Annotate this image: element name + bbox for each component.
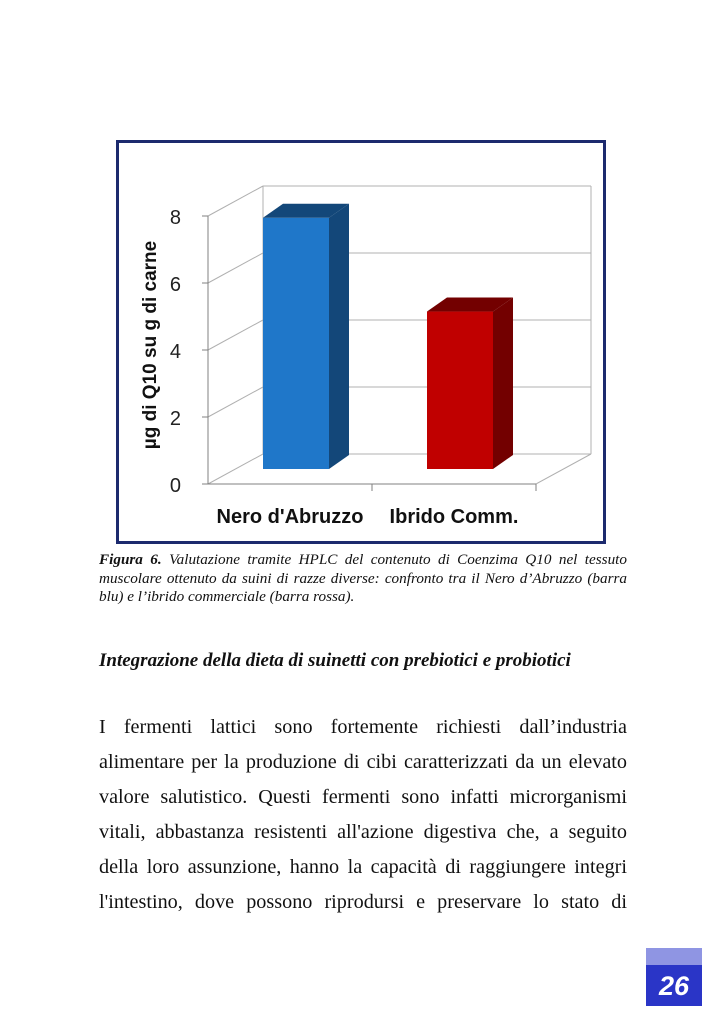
body-line: della loro assunzione, hanno la capacità di raggiungere integri — [99, 856, 627, 878]
page-number-badge — [646, 948, 702, 1006]
y-tick-label: 6 — [169, 274, 181, 296]
body-line: l'intestino, dove possono riprodursi e preservare lo stato di — [99, 891, 627, 913]
caption-line: Valutazione tramite HPLC del contenuto di Coenzima Q10 nel — [169, 551, 578, 568]
section-heading: Integrazione della dieta di suinetti con prebiotici e probiotici — [99, 650, 571, 671]
chart-frame — [116, 140, 606, 544]
gridline-side — [208, 387, 263, 417]
figure-label: Figura 6. — [99, 551, 162, 568]
y-tick-label: 8 — [169, 207, 181, 229]
page-number: 26 — [658, 971, 690, 1001]
figure-caption — [99, 551, 627, 607]
caption-line: d’Abruzzo (barra blu) e l’ibrido commerciale (barra rossa). — [99, 569, 627, 605]
bar-side — [493, 298, 513, 469]
gridline-side — [208, 320, 263, 350]
x-category-label: Ibrido Comm. — [389, 506, 519, 528]
body-line: alimentare per la produzione di cibi caratterizzati da un elevato — [99, 751, 627, 773]
y-tick-label: 2 — [169, 408, 181, 430]
body-paragraph — [99, 712, 627, 922]
bar-side — [329, 204, 349, 469]
x-category-label: Nero d'Abruzzo — [216, 506, 364, 528]
gridline-side — [208, 186, 263, 216]
bar — [263, 218, 329, 469]
y-tick-label: 0 — [169, 475, 181, 497]
y-tick-label: 4 — [169, 341, 181, 363]
body-line: valore salutistico. Questi fermenti sono infatti microrganismi — [99, 786, 627, 808]
body-line: I fermenti lattici sono fortemente richiesti dall’industria — [99, 716, 627, 738]
bar — [427, 312, 493, 469]
body-line: vitali, abbastanza resistenti all'azione digestiva che, a seguito — [99, 821, 627, 843]
caption-line: tessuto muscolare ottenuto da suini di razze diverse: confronto tra il Nero — [99, 551, 627, 587]
bar-chart — [119, 143, 603, 541]
gridline-side — [208, 253, 263, 283]
badge-shade — [646, 948, 702, 965]
y-axis-title: µg di Q10 su g di carne — [140, 240, 161, 450]
